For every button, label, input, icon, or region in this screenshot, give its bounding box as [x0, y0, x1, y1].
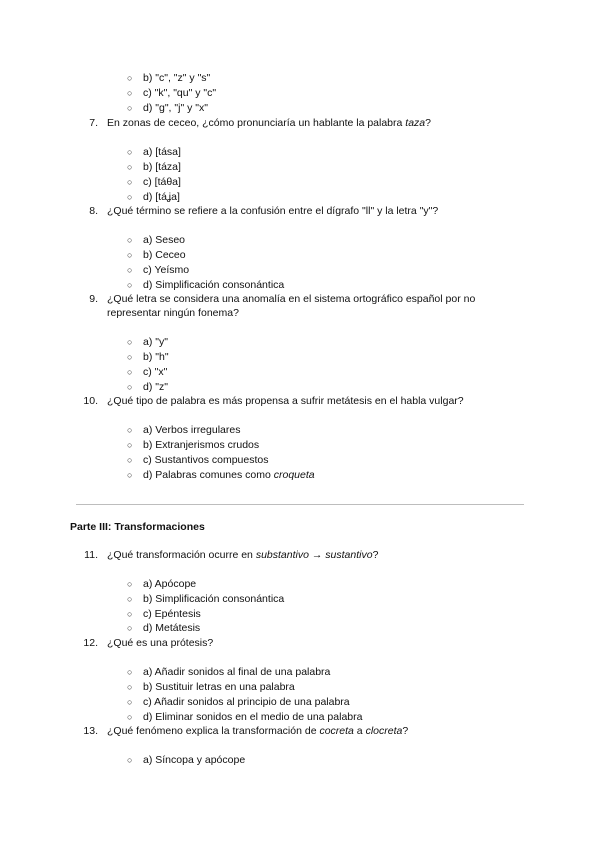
- option-q6-b: b) "c", "z" y "s": [143, 72, 211, 84]
- question-10-text: ¿Qué tipo de palabra es más propensa a sufrir metátesis en el habla vulgar?: [107, 395, 464, 407]
- option-bullet-icon: ○: [127, 265, 133, 275]
- question-number-9: 9.: [89, 293, 98, 305]
- option-bullet-icon: ○: [127, 455, 133, 465]
- option-q9-d: d) "z": [143, 381, 168, 393]
- option-q6-c: c) "k", "qu" y "c": [143, 87, 217, 99]
- option-q11-c: c) Epéntesis: [143, 608, 201, 620]
- option-bullet-icon: ○: [127, 470, 133, 480]
- option-q12-a: a) Añadir sonidos al final de una palabra: [143, 666, 331, 678]
- option-bullet-icon: ○: [127, 88, 133, 98]
- option-q10-b: b) Extranjerismos crudos: [143, 439, 260, 451]
- option-bullet-icon: ○: [127, 755, 133, 765]
- question-number-10: 10.: [83, 395, 98, 407]
- option-bullet-icon: ○: [127, 440, 133, 450]
- question-number-13: 13.: [83, 725, 98, 737]
- option-bullet-icon: ○: [127, 712, 133, 722]
- option-q8-c: c) Yeísmo: [143, 264, 190, 276]
- question-8-text: ¿Qué término se refiere a la confusión entre el dígrafo "ll" y la letra "y"?: [107, 205, 439, 217]
- option-q7-b: b) [táza]: [143, 161, 181, 173]
- section-divider: [76, 504, 524, 505]
- option-q8-b: b) Ceceo: [143, 249, 186, 261]
- option-q13-a: a) Síncopa y apócope: [143, 754, 246, 766]
- question-9-text-line2: representar ningún fonema?: [107, 307, 239, 319]
- option-q8-a: a) Seseo: [143, 234, 186, 246]
- option-q10-a: a) Verbos irregulares: [143, 424, 241, 436]
- option-bullet-icon: ○: [127, 623, 133, 633]
- question-9-text-line1: ¿Qué letra se considera una anomalía en el sistema ortográfico español por no: [107, 293, 476, 305]
- option-bullet-icon: ○: [127, 103, 133, 113]
- option-bullet-icon: ○: [127, 697, 133, 707]
- option-q12-d: d) Eliminar sonidos en el medio de una palabra: [143, 711, 363, 723]
- question-number-12: 12.: [83, 637, 98, 649]
- option-bullet-icon: ○: [127, 579, 133, 589]
- option-bullet-icon: ○: [127, 594, 133, 604]
- option-bullet-icon: ○: [127, 177, 133, 187]
- option-q11-a: a) Apócope: [143, 578, 197, 590]
- option-q9-b: b) "h": [143, 351, 169, 363]
- question-number-7: 7.: [89, 117, 98, 129]
- option-bullet-icon: ○: [127, 280, 133, 290]
- question-number-8: 8.: [89, 205, 98, 217]
- question-7-text: En zonas de ceceo, ¿cómo pronunciaría un hablante la palabra taza?: [107, 117, 431, 129]
- option-q8-d: d) Simplificación consonántica: [143, 279, 285, 291]
- question-12-text: ¿Qué es una prótesis?: [107, 637, 214, 649]
- option-q12-b: b) Sustituir letras en una palabra: [143, 681, 295, 693]
- option-bullet-icon: ○: [127, 352, 133, 362]
- option-bullet-icon: ○: [127, 609, 133, 619]
- option-q7-d: d) [táʝa]: [143, 191, 180, 203]
- option-bullet-icon: ○: [127, 73, 133, 83]
- question-number-11: 11.: [84, 549, 98, 561]
- option-q9-c: c) "x": [143, 366, 168, 378]
- option-q11-d: d) Metátesis: [143, 622, 201, 634]
- section-title: Parte III: Transformaciones: [70, 521, 205, 533]
- question-11-text: ¿Qué transformación ocurre en substantivo → sustantivo?: [107, 549, 379, 561]
- option-bullet-icon: ○: [127, 162, 133, 172]
- option-bullet-icon: ○: [127, 235, 133, 245]
- option-bullet-icon: ○: [127, 337, 133, 347]
- option-q11-b: b) Simplificación consonántica: [143, 593, 285, 605]
- option-q10-c: c) Sustantivos compuestos: [143, 454, 269, 466]
- option-q6-d: d) "g", "j" y "x": [143, 102, 208, 114]
- option-bullet-icon: ○: [127, 367, 133, 377]
- option-q9-a: a) "y": [143, 336, 168, 348]
- option-q10-d: d) Palabras comunes como croqueta: [143, 469, 315, 481]
- option-bullet-icon: ○: [127, 192, 133, 202]
- option-q7-c: c) [táθa]: [143, 176, 181, 188]
- option-bullet-icon: ○: [127, 425, 133, 435]
- option-bullet-icon: ○: [127, 250, 133, 260]
- option-bullet-icon: ○: [127, 382, 133, 392]
- option-bullet-icon: ○: [127, 667, 133, 677]
- option-q12-c: c) Añadir sonidos al principio de una palabra: [143, 696, 350, 708]
- option-bullet-icon: ○: [127, 147, 133, 157]
- option-q7-a: a) [tása]: [143, 146, 181, 158]
- question-13-text: ¿Qué fenómeno explica la transformación de cocreta a clocreta?: [107, 725, 409, 737]
- option-bullet-icon: ○: [127, 682, 133, 692]
